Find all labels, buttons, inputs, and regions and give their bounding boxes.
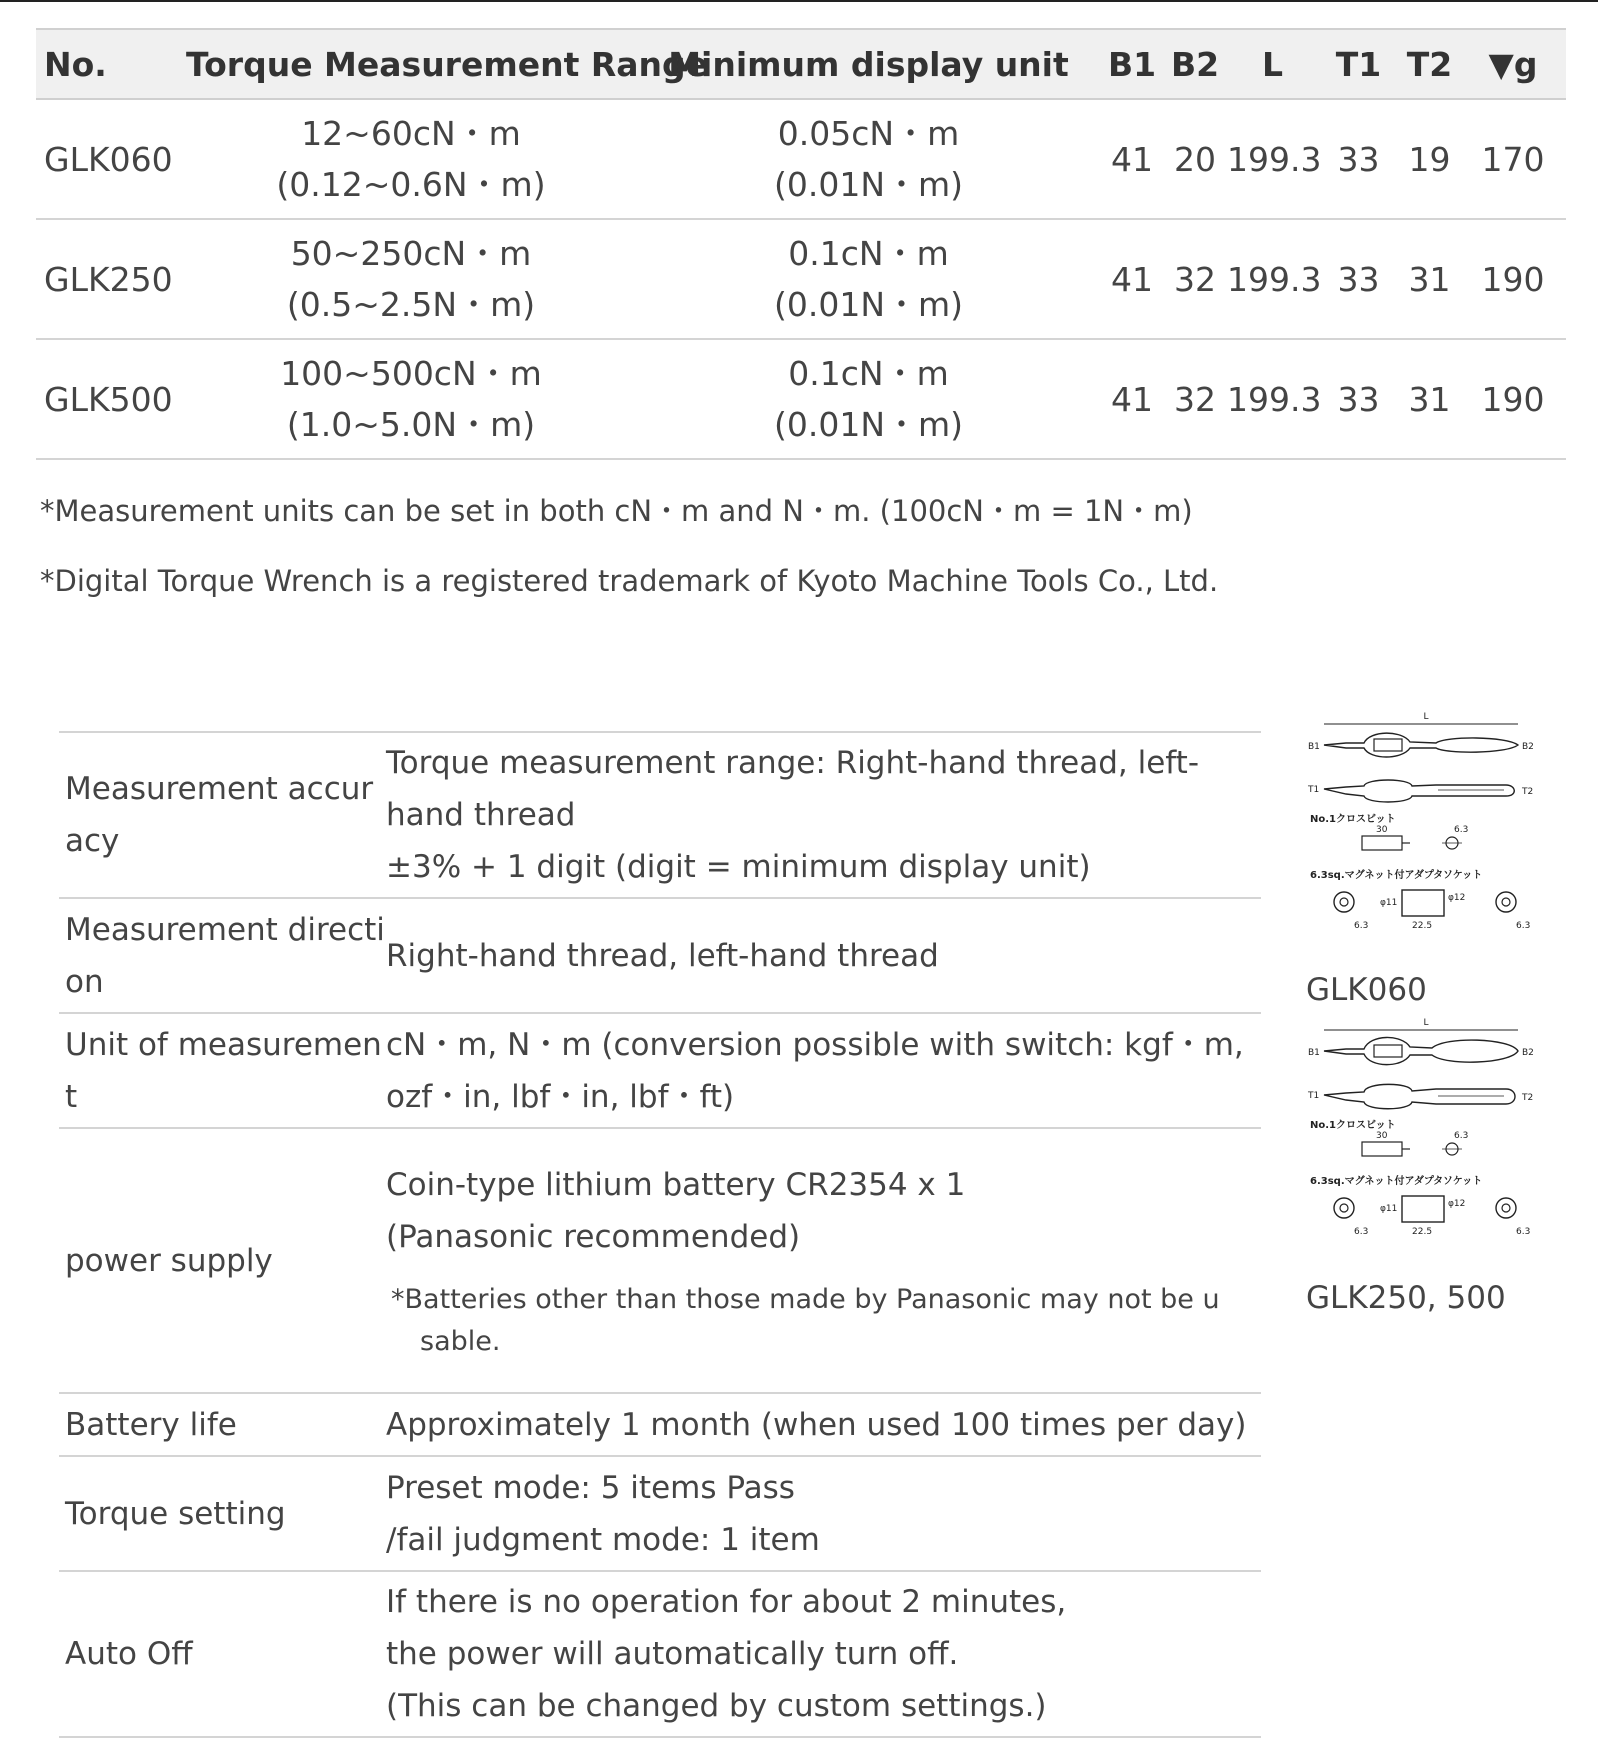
range-nm: (0.5~2.5N・m) bbox=[286, 285, 536, 324]
socket-end-left bbox=[1334, 892, 1354, 912]
wrench-top-view bbox=[1324, 1037, 1518, 1064]
torque-range bbox=[186, 219, 636, 339]
dim-label-63-right: 6.3 bbox=[1516, 921, 1531, 931]
socket-end-left bbox=[1334, 1198, 1354, 1218]
trademark-note: *Digital Torque Wrench is a registered trademark of Kyoto Machine Tools Co., Ltd. bbox=[40, 564, 1219, 598]
value-t2: 31 bbox=[1399, 339, 1460, 459]
table-row bbox=[36, 339, 1566, 459]
spec-row-accuracy bbox=[59, 732, 1261, 898]
dim-label-225: 22.5 bbox=[1412, 1227, 1433, 1237]
range-nm: (1.0~5.0N・m) bbox=[286, 405, 536, 444]
glk250-500-caption: GLK250, 500 bbox=[1306, 1280, 1506, 1316]
spec-label: Unit of measurement bbox=[59, 1013, 386, 1128]
spec-value-line: (Panasonic recommended) bbox=[386, 1218, 801, 1255]
spec-value-line: Coin-type lithium battery CR2354 x 1 bbox=[386, 1166, 966, 1203]
spec-value-line: If there is no operation for about 2 minutes, bbox=[386, 1584, 1067, 1620]
min-display-unit bbox=[636, 99, 1101, 219]
model-table-header bbox=[36, 29, 1566, 99]
spec-label: Auto Off bbox=[59, 1571, 386, 1737]
header-weight: ▼g bbox=[1460, 29, 1566, 99]
spec-label: Torque setting bbox=[59, 1456, 386, 1571]
header-b2: B2 bbox=[1163, 29, 1227, 99]
model-no: GLK500 bbox=[36, 339, 186, 459]
dim-label-t2: T2 bbox=[1522, 787, 1534, 797]
socket-body bbox=[1402, 890, 1444, 916]
spec-value bbox=[386, 1013, 1261, 1128]
glk060-dimension-diagram bbox=[1306, 710, 1546, 938]
header-min-unit: Minimum display unit bbox=[636, 29, 1101, 99]
table-row bbox=[36, 99, 1566, 219]
dim-label-t1: T1 bbox=[1308, 785, 1320, 795]
min-unit-nm: (0.01N・m) bbox=[773, 165, 964, 204]
range-cnm: 12~60cN・m bbox=[301, 114, 521, 153]
min-unit-cnm: 0.05cN・m bbox=[777, 114, 960, 153]
spec-row-auto-off bbox=[59, 1571, 1261, 1737]
socket-end-left-inner bbox=[1340, 1204, 1348, 1212]
socket-end-right-inner bbox=[1502, 898, 1510, 906]
header-t1: T1 bbox=[1318, 29, 1399, 99]
battery-note-line: *Batteries other than those made by Panasonic may not be u bbox=[391, 1283, 1220, 1315]
min-unit-cnm: 0.1cN・m bbox=[788, 354, 949, 393]
value-l: 199.3 bbox=[1227, 219, 1318, 339]
dim-label-t2: T2 bbox=[1522, 1093, 1534, 1103]
spec-label: Battery life bbox=[59, 1393, 386, 1456]
spec-label: power supply bbox=[59, 1128, 386, 1393]
battery-note-line: sable. bbox=[420, 1325, 501, 1357]
glk060-caption: GLK060 bbox=[1306, 972, 1427, 1008]
dim-label-phi12: φ12 bbox=[1448, 893, 1466, 903]
spec-value-line: (This can be changed by custom settings.) bbox=[386, 1688, 1047, 1724]
spec-value: Approximately 1 month (when used 100 times per day) bbox=[386, 1393, 1261, 1456]
dim-label-b2: B2 bbox=[1522, 742, 1534, 752]
spec-table bbox=[59, 731, 1261, 1738]
header-b1: B1 bbox=[1101, 29, 1163, 99]
wrench-display bbox=[1374, 739, 1402, 751]
socket-end-right-inner bbox=[1502, 1204, 1510, 1212]
spec-label: Measurement direction bbox=[59, 898, 386, 1013]
dim-label-phi11: φ11 bbox=[1380, 1204, 1398, 1214]
model-table bbox=[36, 28, 1566, 460]
table-row bbox=[36, 219, 1566, 339]
wrench-display bbox=[1374, 1045, 1402, 1057]
dim-label-63: 6.3 bbox=[1454, 1131, 1469, 1141]
dim-label-225: 22.5 bbox=[1412, 921, 1433, 931]
model-no: GLK250 bbox=[36, 219, 186, 339]
spec-row-battery-life bbox=[59, 1393, 1261, 1456]
range-cnm: 50~250cN・m bbox=[290, 234, 532, 273]
bit-label: No.1クロスビット bbox=[1310, 814, 1396, 825]
dim-label-l: L bbox=[1423, 1018, 1429, 1028]
value-b2: 32 bbox=[1163, 219, 1227, 339]
dim-label-30: 30 bbox=[1376, 1131, 1388, 1141]
spec-value-line: the power will automatically turn off. bbox=[386, 1636, 959, 1672]
value-l: 199.3 bbox=[1227, 99, 1318, 219]
torque-range bbox=[186, 99, 636, 219]
spec-value bbox=[386, 732, 1261, 898]
dim-label-30: 30 bbox=[1376, 825, 1388, 835]
dim-label-t1: T1 bbox=[1308, 1091, 1320, 1101]
value-t1: 33 bbox=[1318, 99, 1399, 219]
dim-label-63-left: 6.3 bbox=[1354, 1227, 1369, 1237]
spec-value bbox=[386, 1456, 1261, 1571]
spec-value-line: Torque measurement range: Right-hand thread, left-hand thread bbox=[386, 745, 1200, 833]
value-b1: 41 bbox=[1101, 99, 1163, 219]
glk250-500-dimension-diagram bbox=[1306, 1016, 1546, 1244]
min-unit-nm: (0.01N・m) bbox=[773, 405, 964, 444]
socket-end-right bbox=[1496, 892, 1516, 912]
bit-shape bbox=[1362, 836, 1402, 850]
wrench-side-view bbox=[1324, 1084, 1515, 1108]
spec-value bbox=[386, 1571, 1261, 1737]
spec-value-line: cN・m, N・m (conversion possible with switch: kgf・m, bbox=[386, 1026, 1244, 1063]
value-b2: 20 bbox=[1163, 99, 1227, 219]
min-unit-nm: (0.01N・m) bbox=[773, 285, 964, 324]
dim-label-b1: B1 bbox=[1308, 1048, 1320, 1058]
bit-shape bbox=[1362, 1142, 1402, 1156]
torque-range bbox=[186, 339, 636, 459]
dim-label-phi12: φ12 bbox=[1448, 1199, 1466, 1209]
dim-label-phi11: φ11 bbox=[1380, 898, 1398, 908]
spec-value-line: ±3% + 1 digit (digit = minimum display unit) bbox=[386, 849, 1091, 885]
wrench-side-view bbox=[1324, 780, 1514, 802]
spec-value-line: ozf・in, lbf・in, lbf・ft) bbox=[386, 1078, 735, 1115]
header-l: L bbox=[1227, 29, 1318, 99]
value-t2: 31 bbox=[1399, 219, 1460, 339]
dim-label-63-left: 6.3 bbox=[1354, 921, 1369, 931]
dim-label-b1: B1 bbox=[1308, 742, 1320, 752]
socket-label: 6.3sq.マグネット付アダプタソケット bbox=[1310, 1176, 1483, 1187]
min-unit-cnm: 0.1cN・m bbox=[788, 234, 949, 273]
bit-label: No.1クロスビット bbox=[1310, 1120, 1396, 1131]
units-note: *Measurement units can be set in both cN・m and N・m. (100cN・m = 1N・m) bbox=[40, 494, 1193, 528]
socket-end-left-inner bbox=[1340, 898, 1348, 906]
value-b1: 41 bbox=[1101, 339, 1163, 459]
header-no: No. bbox=[36, 29, 186, 99]
wrench-top-view bbox=[1324, 733, 1518, 757]
model-no: GLK060 bbox=[36, 99, 186, 219]
spec-value bbox=[386, 1128, 1261, 1393]
dim-label-63: 6.3 bbox=[1454, 825, 1469, 835]
value-weight: 190 bbox=[1460, 219, 1566, 339]
top-rule bbox=[0, 0, 1598, 2]
dim-label-l: L bbox=[1423, 712, 1429, 722]
range-nm: (0.12~0.6N・m) bbox=[276, 165, 546, 204]
dim-label-63-right: 6.3 bbox=[1516, 1227, 1531, 1237]
battery-note bbox=[386, 1279, 1261, 1363]
spec-value-line: /fail judgment mode: 1 item bbox=[386, 1521, 820, 1558]
header-range: Torque Measurement Range bbox=[186, 29, 636, 99]
dim-label-b2: B2 bbox=[1522, 1048, 1534, 1058]
value-weight: 190 bbox=[1460, 339, 1566, 459]
range-cnm: 100~500cN・m bbox=[280, 354, 542, 393]
header-t2: T2 bbox=[1399, 29, 1460, 99]
spec-row-direction bbox=[59, 898, 1261, 1013]
value-l: 199.3 bbox=[1227, 339, 1318, 459]
socket-body bbox=[1402, 1196, 1444, 1222]
value-t2: 19 bbox=[1399, 99, 1460, 219]
socket-label: 6.3sq.マグネット付アダプタソケット bbox=[1310, 870, 1483, 881]
min-display-unit bbox=[636, 339, 1101, 459]
value-t1: 33 bbox=[1318, 339, 1399, 459]
value-t1: 33 bbox=[1318, 219, 1399, 339]
value-b2: 32 bbox=[1163, 339, 1227, 459]
spec-row-unit bbox=[59, 1013, 1261, 1128]
spec-value-line: Preset mode: 5 items Pass bbox=[386, 1469, 795, 1506]
value-weight: 170 bbox=[1460, 99, 1566, 219]
socket-end-right bbox=[1496, 1198, 1516, 1218]
spec-value: Right-hand thread, left-hand thread bbox=[386, 898, 1261, 1013]
value-b1: 41 bbox=[1101, 219, 1163, 339]
spec-row-power bbox=[59, 1128, 1261, 1393]
min-display-unit bbox=[636, 219, 1101, 339]
spec-row-torque-setting bbox=[59, 1456, 1261, 1571]
spec-label: Measurement accuracy bbox=[59, 732, 386, 898]
